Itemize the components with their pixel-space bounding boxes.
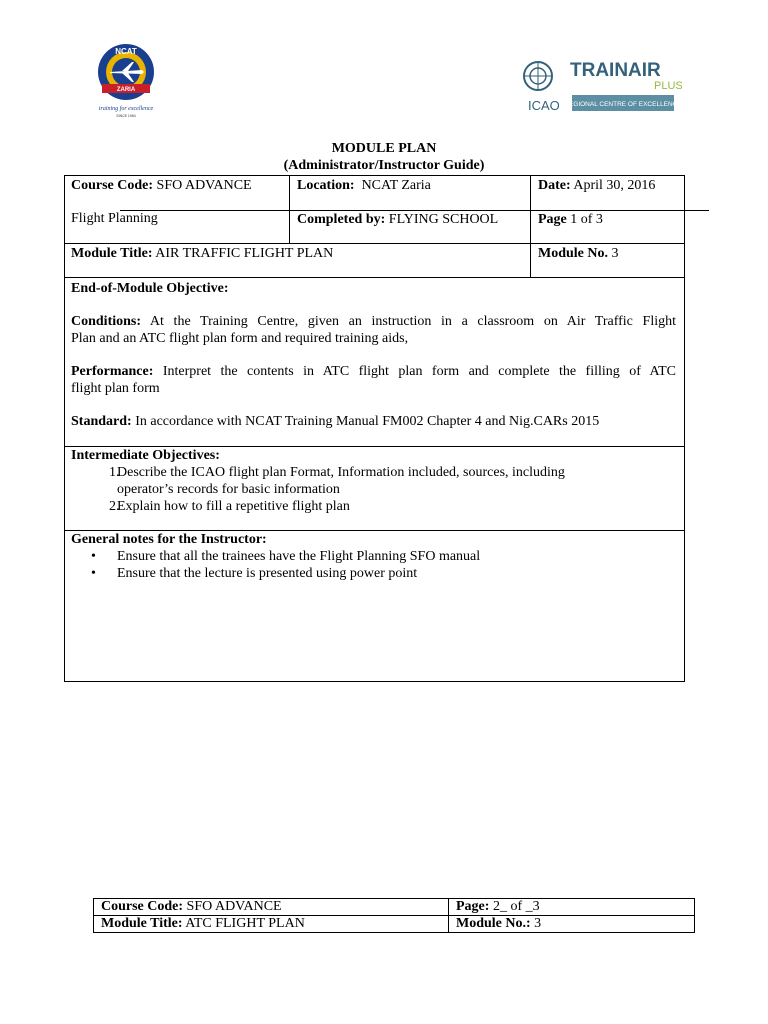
footer-module-title-label: Module Title:: [101, 916, 183, 931]
completed-by-cell: [297, 211, 498, 228]
footer-page-label: Page:: [456, 899, 490, 914]
objective-heading-text: End-of-Module Objective:: [71, 281, 229, 296]
performance-text-1: Interpret the contents in ATC flight plan form and complete the filling of ATC: [153, 364, 676, 379]
ncat-seal-icon: [88, 40, 170, 118]
performance-line-1: [71, 363, 676, 380]
list-item-number: 2.: [109, 499, 120, 514]
module-no-cell: [538, 245, 619, 262]
footer-page: [456, 899, 540, 915]
course-code-value: SFO ADVANCE: [153, 178, 252, 193]
course-code-cell: [71, 177, 252, 194]
page-cell: [538, 211, 603, 228]
page-subtitle: (Administrator/Instructor Guide): [283, 158, 485, 173]
module-no-value: 3: [608, 246, 619, 261]
list-item-text-1: Describe the ICAO flight plan Format, Information included, sources, including: [117, 465, 565, 480]
logo-banner: REGIONAL CENTRE OF EXCELLENCE: [564, 101, 682, 108]
footer-course-code-label: Course Code:: [101, 899, 184, 914]
footer-page-value: 2_ of _3: [489, 899, 540, 914]
bullet-icon: •: [91, 549, 96, 564]
logo-tagline: training for excellence: [98, 106, 154, 112]
footer-course-code: [101, 899, 282, 915]
notes-heading: [71, 531, 676, 548]
conditions-label: Conditions:: [71, 314, 142, 329]
note-text: Ensure that the lecture is presented using power point: [117, 566, 418, 581]
footer-module-title-value: ATC FLIGHT PLAN: [182, 916, 305, 931]
module-no-label: Module No.: [538, 246, 608, 261]
icao-emblem-icon: [520, 56, 682, 116]
objective-heading: [71, 280, 676, 297]
footer-module-no: [456, 916, 541, 932]
intermediate-heading-text: Intermediate Objectives:: [71, 448, 220, 463]
ncat-logo: [88, 40, 170, 118]
conditions-line-2: Plan and an ATC flight plan form and required training aids,: [71, 331, 409, 346]
module-title-cell: [71, 245, 333, 262]
standard-label: Standard:: [71, 414, 132, 429]
performance-label: Performance:: [71, 364, 154, 379]
footer-course-code-value: SFO ADVANCE: [183, 899, 282, 914]
subject-cell: Flight Planning: [71, 211, 158, 226]
intermediate-heading: [71, 447, 676, 464]
page-title: MODULE PLAN: [331, 141, 437, 156]
note-text: Ensure that all the trainees have the Flight Planning SFO manual: [117, 549, 481, 564]
completed-by-value: FLYING SCHOOL: [385, 212, 499, 227]
completed-by-label: Completed by:: [297, 212, 386, 227]
list-item: [71, 498, 671, 515]
bullet-icon: •: [91, 566, 96, 581]
page-value: 1 of 3: [566, 212, 603, 227]
date-value: April 30, 2016: [570, 178, 656, 193]
performance-line-2: flight plan form: [71, 381, 160, 396]
standard-text: In accordance with NCAT Training Manual FM002 Chapter 4 and Nig.CARs 2015: [131, 414, 600, 429]
module-title-label: Module Title:: [71, 246, 153, 261]
location-label: Location:: [297, 178, 355, 193]
list-item-text-2: operator’s records for basic information: [117, 482, 340, 497]
logo-center-text: ZARIA: [116, 87, 136, 93]
list-item: [71, 565, 671, 582]
standard-line: [71, 413, 676, 430]
date-label: Date:: [538, 178, 571, 193]
location-cell: [297, 177, 431, 194]
date-cell: [538, 177, 655, 194]
logo-brand: TRAINAIR: [570, 60, 661, 81]
footer-module-no-label: Module No.:: [456, 916, 531, 931]
logo-brand-sub: PLUS: [654, 80, 682, 92]
list-item-text-1: Explain how to fill a repetitive flight plan: [117, 499, 350, 514]
list-item: [71, 548, 671, 565]
course-code-label: Course Code:: [71, 178, 154, 193]
page-label: Page: [538, 212, 567, 227]
footer-module-no-value: 3: [530, 916, 542, 931]
module-title-value: AIR TRAFFIC FLIGHT PLAN: [152, 246, 334, 261]
list-item: [71, 464, 671, 498]
list-item-number: 1.: [109, 465, 120, 480]
logo-org: ICAO: [528, 98, 560, 113]
conditions-line-1: [71, 313, 676, 330]
logo-ring-text: NCAT: [115, 47, 137, 56]
conditions-text-1: At the Training Centre, given an instruction in a classroom on Air Traffic Flight: [141, 314, 676, 329]
trainair-logo: [520, 56, 682, 116]
notes-heading-text: General notes for the Instructor:: [71, 532, 267, 547]
logo-since: SINCE 1964: [116, 114, 136, 118]
location-value: NCAT Zaria: [354, 178, 431, 193]
footer-module-title: [101, 916, 305, 932]
